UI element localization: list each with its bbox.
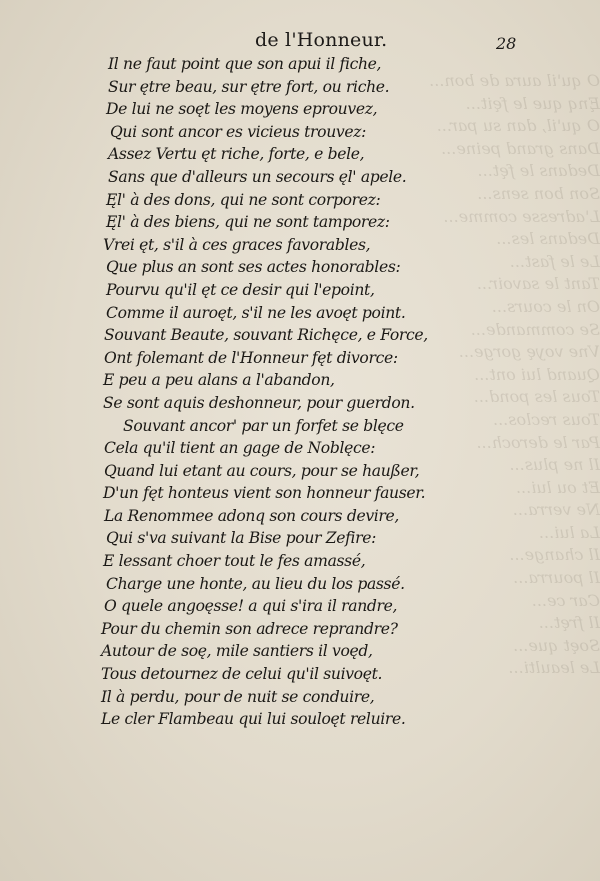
verse-line: Sans que d'alleurs un secours ęl' apele. — [108, 167, 407, 186]
verse-line: E lessant choer tout le fes amassé, — [103, 552, 366, 571]
verse-line: Assez Vertu ęt riche, forte, e bele, — [108, 145, 365, 164]
verse-line: Cela qu'il tient an gage de Noblęce: — [104, 439, 376, 458]
verse-line: Quand lui etant au cours, pour se haußer, — [104, 461, 420, 480]
poem-body — [0, 53, 600, 731]
running-head: de l'Honneur. — [255, 29, 388, 51]
verse-line: De lui ne soęt les moyens eprouvez, — [106, 100, 378, 119]
verse-line: Ont folemant de l'Honneur fęt divorce: — [104, 348, 398, 367]
verse-line: Comme il auroęt, s'il ne les avoęt point. — [106, 303, 406, 322]
verse-line: Autour de soę, mile santiers il voęd, — [101, 642, 373, 661]
verse-line: E peu a peu alans a l'abandon, — [103, 371, 335, 390]
folio-number: 28 — [496, 34, 517, 53]
verse-line: Se sont aquis deshonneur, pour guerdon. — [103, 393, 415, 412]
verse-line: Il ne faut point que son apui il fiche, — [108, 55, 382, 73]
verse-line: Souvant Beaute, souvant Richęce, e Force, — [104, 326, 428, 345]
verse-line: Pourvu qu'il ęt ce desir qui l'epoint, — [106, 280, 375, 299]
verse-line: O quele angoęsse! a qui s'ira il randre, — [104, 597, 398, 616]
verse-line: Vrei ęt, s'il à ces graces favorables, — [103, 235, 371, 254]
verse-line: Sur ętre beau, sur ętre fort, ou riche. — [108, 77, 390, 96]
verse-line: Qui s'va suivant la Bise pour Zefire: — [106, 529, 377, 548]
verse-line: Que plus an sont ses actes honorables: — [106, 258, 401, 277]
verse-line: Tous detournez de celui qu'il suivoęt. — [101, 665, 383, 684]
verse-line: Ęl' à des biens, qui ne sont tamporez: — [106, 213, 390, 232]
verse-line: Pour du chemin son adrece reprandre? — [101, 619, 398, 638]
bleed-through-text: O qu'il aura de bon... Ęnq que le fęit... O qu'il, dan su par... Dans grand peine... Dedans le fęt... Son bon sens... L'adresse comme... Dedans les... Le le fast... Tant le savoir... On le cours... Se commande... Vne voyę gorge... Quand lui ont... Tous les pond... Tous reclos... Par le deroch... Il ne plus... Et ou lui... Ne verra... La lui... Il change... Il pourra... Car ce... Il fręt... Soęt que... Le leaulti... — [429, 71, 600, 678]
verse-line: La Renommee adonq son cours devire, — [104, 506, 400, 525]
verse-line: Il à perdu, pour de nuit se conduire, — [101, 687, 375, 706]
verse-line: Qui sont ancor es vicieus trouvez: — [110, 122, 366, 141]
verse-line: Souvant ancor' par un forfet se blęce — [123, 416, 404, 435]
verse-line: Ęl' à des dons, qui ne sont corporez: — [106, 190, 381, 209]
verse-line: Charge une honte, au lieu du los passé. — [106, 574, 405, 593]
verse-line: D'un fęt honteus vient son honneur fauser. — [103, 484, 426, 503]
verse-line: Le cler Flambeau qui lui souloęt reluire. — [101, 710, 406, 729]
